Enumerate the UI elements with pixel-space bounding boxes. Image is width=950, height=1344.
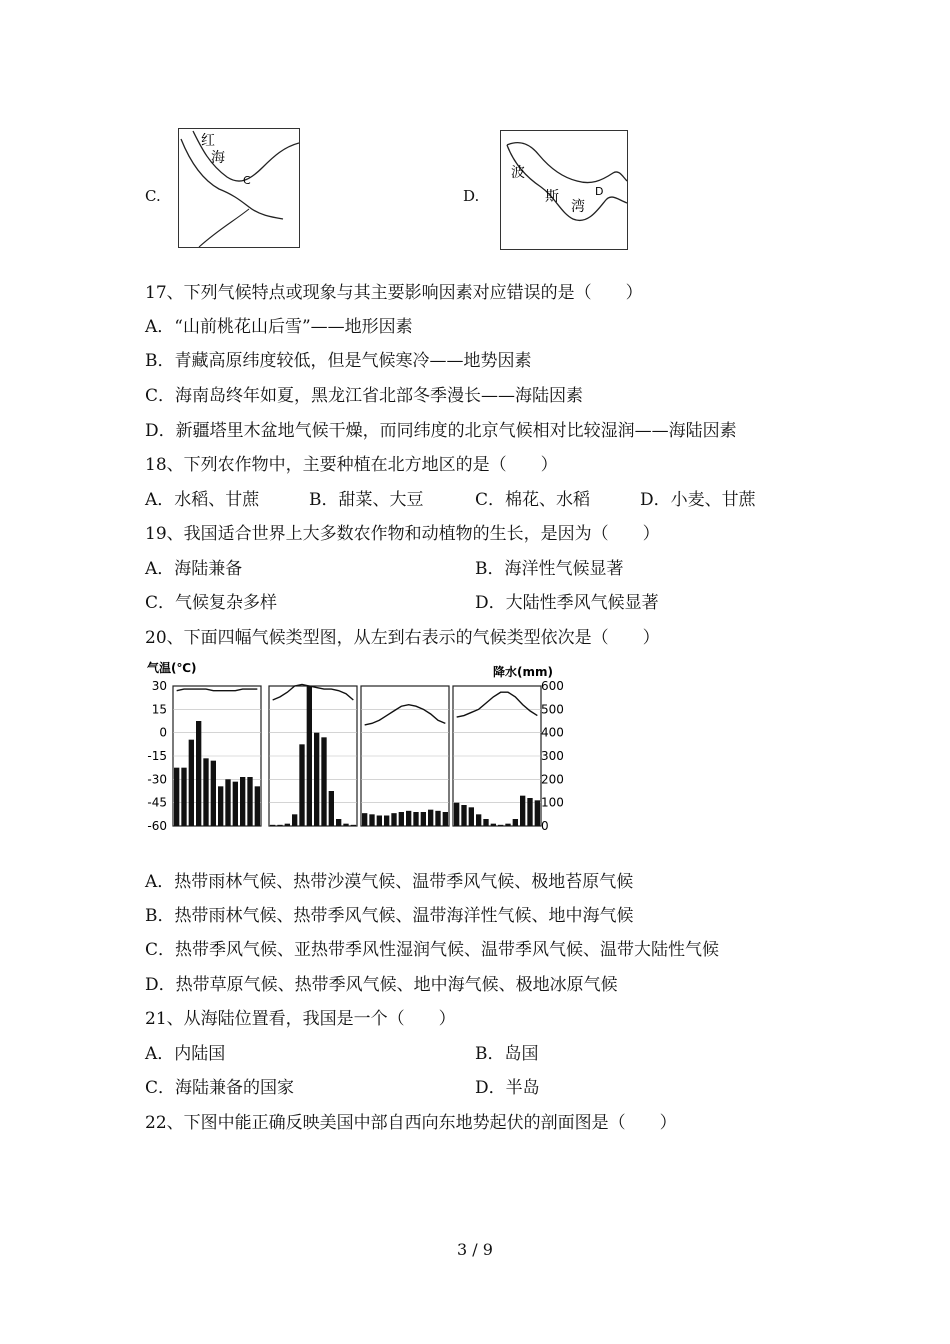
precip-bar [406, 811, 411, 826]
point-d: D [595, 185, 604, 198]
q17-option-c: C．海南岛终年如夏，黑龙江省北部冬季漫长——海陆因素 [145, 386, 584, 406]
red-sea-map [178, 128, 300, 248]
q18-option-c: C．棉花、水稻 [475, 490, 591, 510]
precip-bar [174, 768, 179, 826]
precip-bar [314, 733, 319, 826]
left-axis-label: 气温(℃) [147, 661, 197, 675]
q19-option-d: D．大陆性季风气候显著 [475, 593, 659, 613]
precip-bar [307, 686, 312, 826]
right-tick-label: 0 [541, 819, 549, 833]
q20-option-b: B．热带雨林气候、热带季风气候、温带海洋性气候、地中海气候 [145, 906, 634, 926]
question-21-stem: 21、从海陆位置看，我国是一个（ ） [145, 1009, 456, 1029]
q19-option-a: A．海陆兼备 [145, 559, 243, 579]
option-c-label: C. [145, 187, 161, 205]
question-18-stem: 18、下列农作物中，主要种植在北方地区的是（ ） [145, 455, 558, 475]
right-tick-label: 600 [541, 679, 564, 693]
red-sea-map-drawing [179, 129, 299, 247]
point-c: C [243, 174, 251, 187]
temperature-line [457, 692, 538, 717]
precip-bar [461, 805, 466, 826]
precip-bar [321, 737, 326, 826]
q18-option-d: D．小麦、甘蔗 [640, 490, 756, 510]
precip-bar [218, 786, 223, 826]
left-tick-label: -60 [147, 819, 167, 833]
right-axis-ticks [541, 679, 564, 833]
precip-bar [299, 744, 304, 826]
left-tick-label: -30 [147, 772, 167, 787]
precip-bar [362, 813, 367, 826]
precip-bar [225, 779, 230, 826]
right-tick-label: 500 [541, 702, 564, 717]
gulf-char-1: 波 [511, 165, 525, 181]
option-d-label: D. [463, 187, 480, 205]
precip-bar [292, 814, 297, 826]
precip-bar [285, 824, 290, 826]
q21-option-c: C．海陆兼备的国家 [145, 1078, 295, 1098]
q18-option-a: A．水稻、甘蔗 [145, 490, 260, 510]
precip-bar [203, 758, 208, 826]
precip-bar [329, 791, 334, 826]
q17-option-a: A．“山前桃花山后雪”——地形因素 [145, 317, 413, 337]
precip-bar [377, 816, 382, 827]
precip-bar [535, 800, 540, 826]
precip-bar [421, 812, 426, 826]
right-tick-label: 300 [541, 749, 564, 763]
page-number: 3 / 9 [457, 1240, 493, 1259]
left-tick-label: -45 [147, 795, 167, 810]
climate-panel-2 [269, 684, 357, 826]
precip-bar [181, 768, 186, 826]
precip-bar [369, 814, 374, 826]
precip-bar [491, 824, 496, 826]
temperature-line [273, 684, 354, 700]
temperature-line [177, 689, 258, 691]
precip-bar [513, 819, 518, 826]
q20-option-a: A．热带雨林气候、热带沙漠气候、温带季风气候、极地苔原气候 [145, 872, 634, 892]
precip-bar [443, 812, 448, 826]
question-17-stem: 17、下列气候特点或现象与其主要影响因素对应错误的是（ ） [145, 283, 643, 303]
left-tick-label: 30 [151, 679, 167, 693]
q20-option-d: D．热带草原气候、热带季风气候、地中海气候、极地冰原气候 [145, 975, 618, 995]
precip-bar [196, 721, 201, 826]
q19-option-b: B．海洋性气候显著 [475, 559, 624, 579]
right-tick-label: 200 [541, 772, 564, 787]
climate-panel-3 [361, 686, 449, 826]
left-tick-label: 15 [151, 702, 167, 717]
precip-bar [277, 825, 282, 826]
q21-option-d: D．半岛 [475, 1078, 540, 1098]
precip-bar [469, 807, 474, 826]
gulf-char-3: 湾 [571, 199, 585, 215]
q20-option-c: C．热带季风气候、亚热带季风性湿润气候、温带季风气候、温带大陆性气候 [145, 940, 720, 960]
q19-option-c: C．气候复杂多样 [145, 593, 278, 613]
temperature-line [365, 705, 446, 725]
persian-gulf-map-drawing [501, 131, 627, 249]
climate-chart [143, 658, 573, 833]
precip-bar [233, 782, 238, 826]
q17-option-b: B．青藏高原纬度较低，但是气候寒冷——地势因素 [145, 351, 532, 371]
right-tick-label: 400 [541, 725, 564, 740]
question-19-stem: 19、我国适合世界上大多数农作物和动植物的生长，是因为（ ） [145, 524, 660, 544]
precip-bar [428, 810, 433, 826]
precip-bar [240, 777, 245, 826]
precip-bar [435, 811, 440, 826]
precip-bar [413, 812, 418, 826]
precip-bar [391, 813, 396, 826]
precip-bar [476, 814, 481, 826]
precip-bar [351, 825, 356, 826]
gulf-char-2: 斯 [545, 189, 559, 205]
precip-bar [255, 786, 260, 826]
precip-bar [454, 803, 459, 826]
precip-bar [189, 740, 194, 826]
climate-panel-4 [453, 686, 541, 826]
persian-gulf-map [500, 130, 628, 250]
question-22-stem: 22、下图中能正确反映美国中部自西向东地势起伏的剖面图是（ ） [145, 1113, 677, 1133]
precip-bar [384, 816, 389, 827]
climate-panels [173, 684, 541, 826]
precip-bar [483, 819, 488, 826]
left-axis-ticks [147, 679, 167, 833]
precip-bar [336, 819, 341, 826]
q21-option-b: B．岛国 [475, 1044, 539, 1064]
right-tick-label: 100 [541, 795, 564, 810]
precip-bar [505, 824, 510, 826]
precip-bar [527, 798, 532, 826]
left-tick-label: 0 [159, 725, 167, 740]
climate-panel-1 [173, 686, 261, 826]
q18-option-b: B．甜菜、大豆 [309, 490, 424, 510]
precip-bar [343, 824, 348, 826]
red-sea-char-1: 红 [201, 133, 215, 149]
precip-bar [399, 812, 404, 826]
precip-bar [520, 796, 525, 826]
precip-bar [211, 761, 216, 826]
precip-bar [247, 777, 252, 826]
question-20-stem: 20、下面四幅气候类型图，从左到右表示的气候类型依次是（ ） [145, 628, 660, 648]
q21-option-a: A．内陆国 [145, 1044, 226, 1064]
left-tick-label: -15 [147, 749, 167, 763]
precip-bar [498, 825, 503, 826]
red-sea-char-2: 海 [211, 150, 225, 166]
right-axis-label: 降水(mm) [493, 665, 553, 679]
q17-option-d: D．新疆塔里木盆地气候干燥，而同纬度的北京气候相对比较湿润——海陆因素 [145, 421, 737, 441]
precip-bar [270, 825, 275, 826]
